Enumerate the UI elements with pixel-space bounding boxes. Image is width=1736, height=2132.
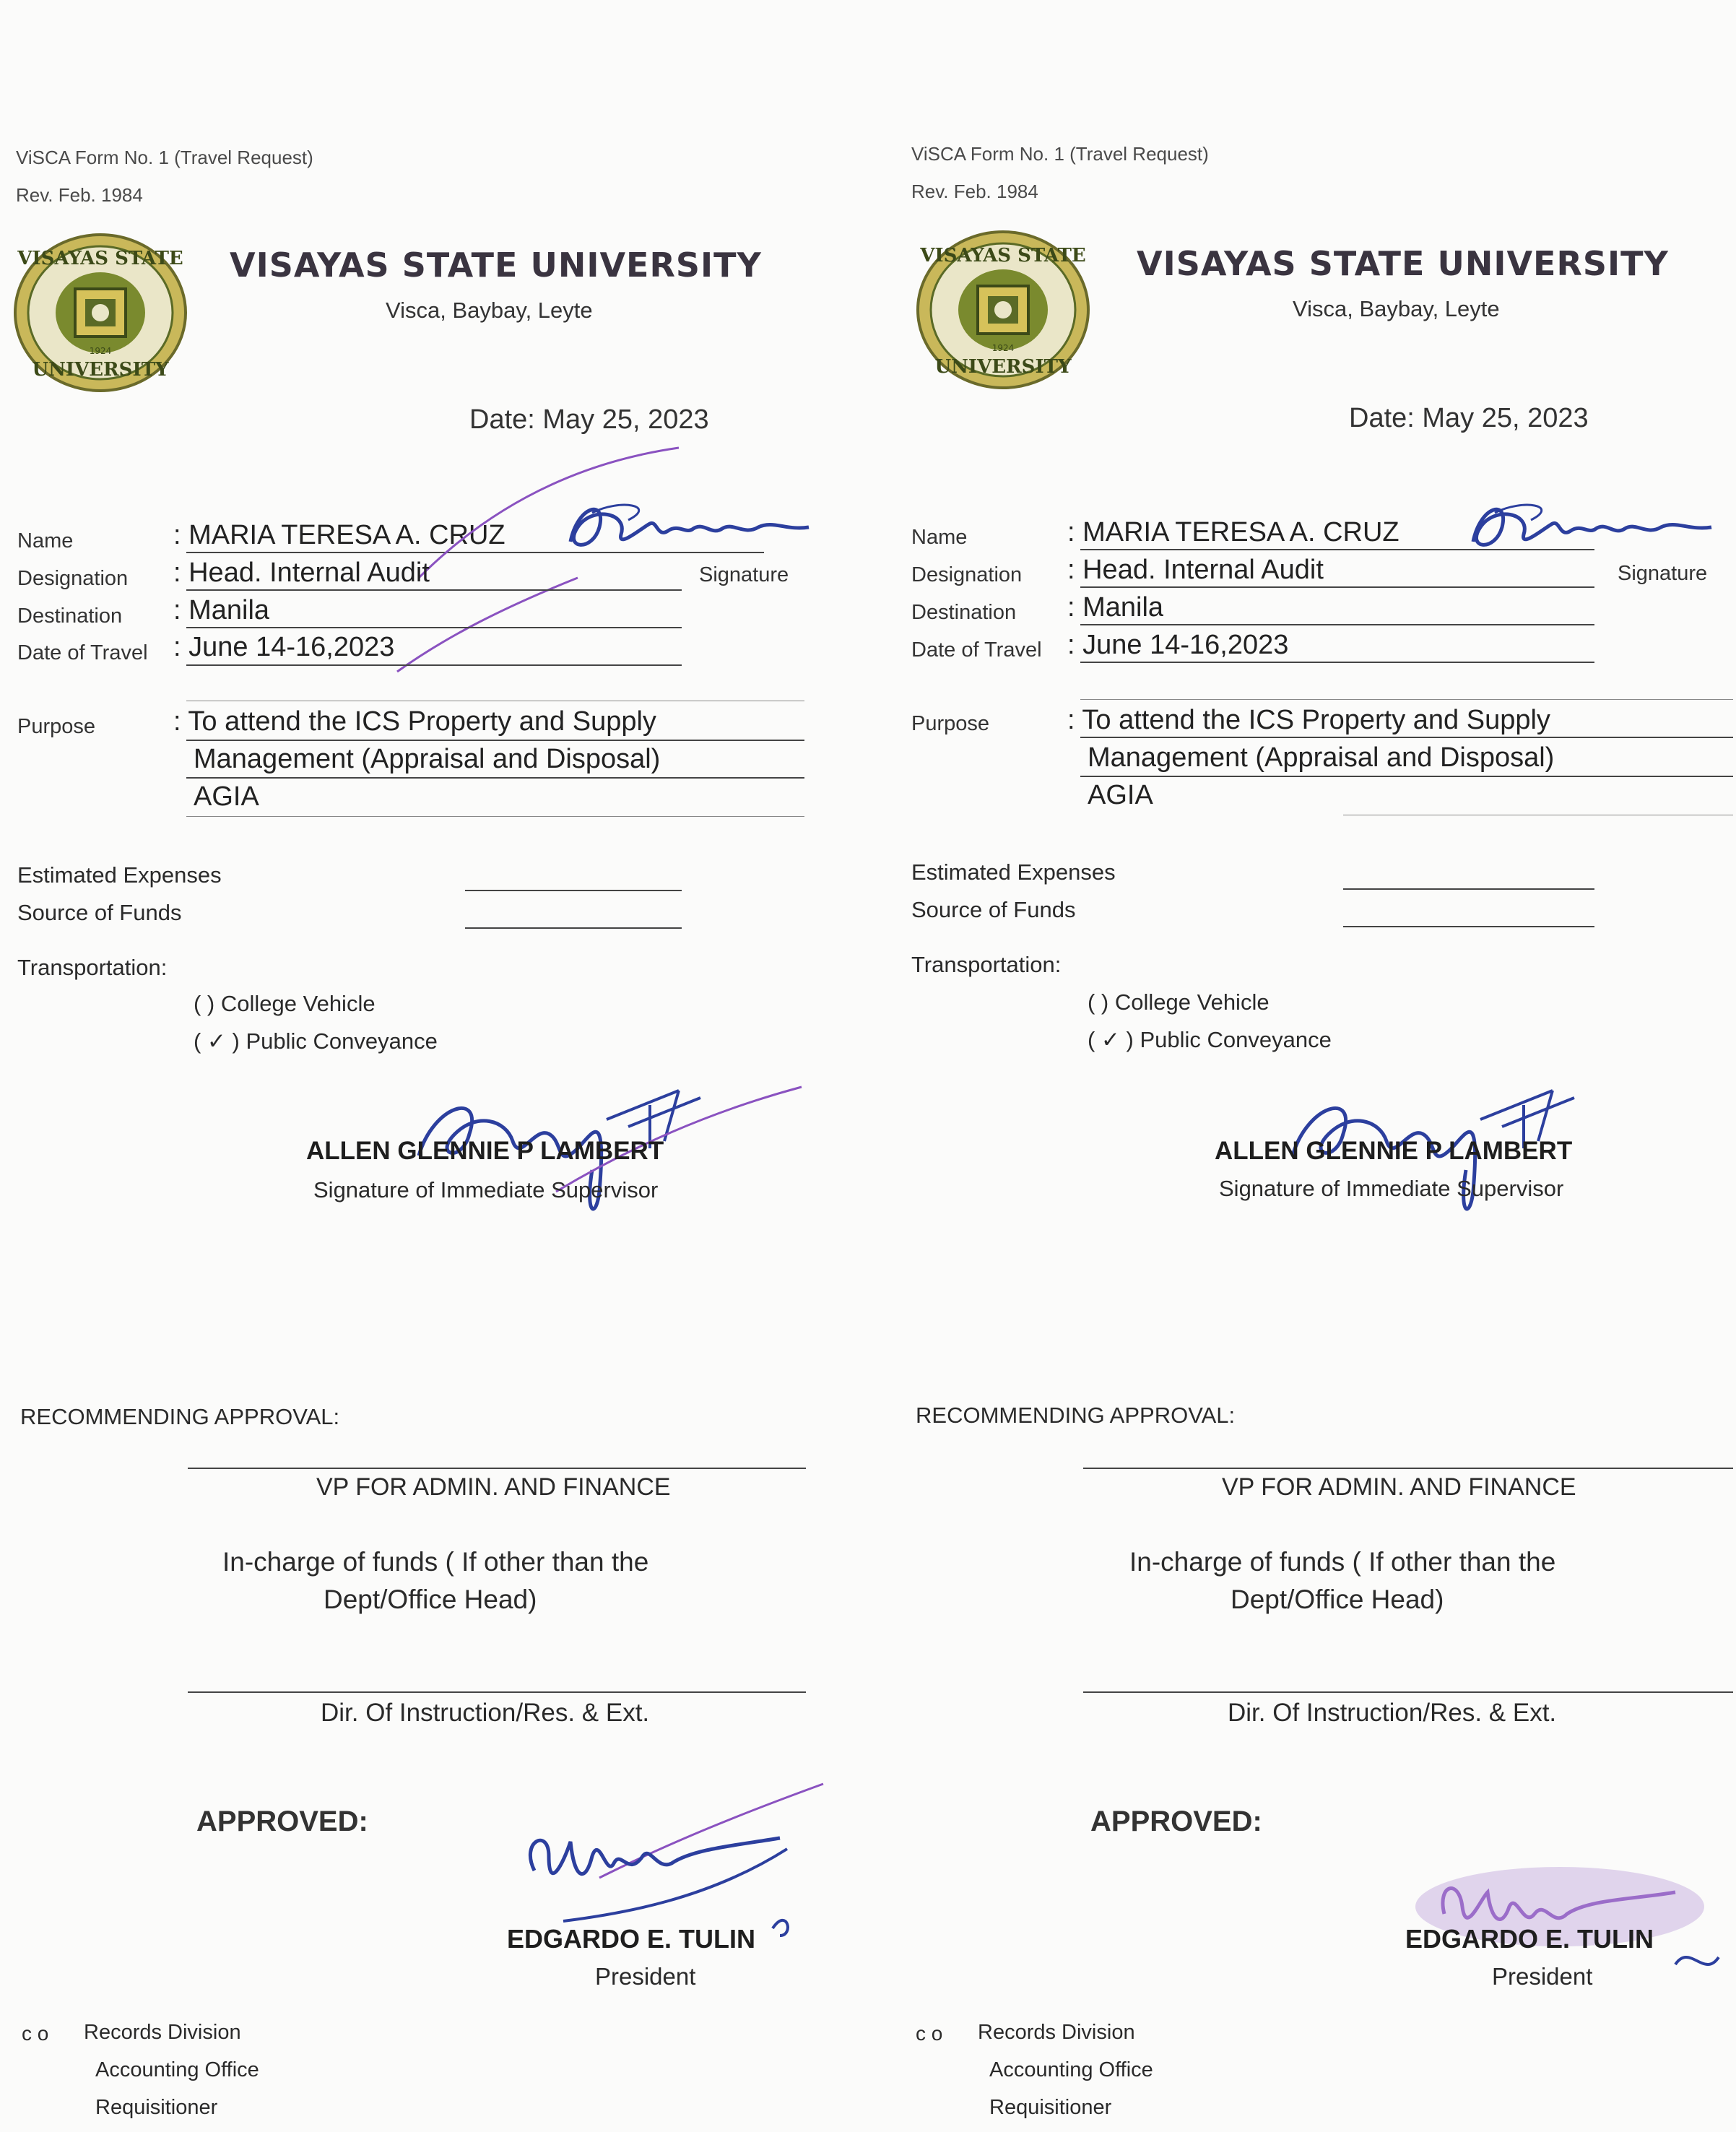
supervisor-name: ALLEN GLENNIE P LAMBERT [1215,1137,1573,1165]
form-number: ViSCA Form No. 1 (Travel Request) [911,143,1209,165]
purpose-line-3: AGIA [194,781,259,812]
college-vehicle-option: ( ) College Vehicle [194,991,376,1016]
funds-incharge-line-2: Dept/Office Head) [324,1585,537,1614]
purpose-underline-2 [186,777,804,779]
purpose-line-2: Management (Appraisal and Disposal) [1088,742,1555,773]
purpose-label: Purpose [911,712,990,735]
request-date: Date: May 25, 2023 [469,404,709,435]
destination-value: : Manila [173,595,270,625]
supervisor-name: ALLEN GLENNIE P LAMBERT [306,1137,664,1165]
purpose-line-2: Management (Appraisal and Disposal) [194,744,661,774]
destination-label: Destination [911,601,1017,624]
designation-label: Designation [911,563,1023,586]
form-revision: Rev. Feb. 1984 [911,181,1038,202]
seal-year: 1924 [991,343,1015,353]
date-of-travel-label: Date of Travel [17,641,148,664]
university-seal-logo [10,230,191,396]
president-title: President [595,1963,696,1990]
president-name: EDGARDO E. TULIN [1405,1924,1654,1954]
name-label: Name [911,526,968,549]
funds-incharge-line-2: Dept/Office Head) [1231,1585,1444,1614]
funds-incharge-line-1: In-charge of funds ( If other than the [1129,1547,1556,1577]
designation-underline [1080,586,1594,588]
purpose-underline-3 [186,816,804,817]
cc-accounting-office: Accounting Office [989,2058,1153,2081]
cc-prefix: c o [916,2022,943,2045]
cc-records-division: Records Division [84,2021,241,2044]
supervisor-caption: Signature of Immediate Supervisor [1219,1176,1564,1201]
date-of-travel-value: : June 14-16,2023 [1067,630,1289,660]
destination-value: : Manila [1067,592,1164,623]
cc-requisitioner: Requisitioner [989,2096,1112,2119]
recommending-approval-heading: RECOMMENDING APPROVAL: [916,1403,1236,1428]
seal-year: 1924 [89,346,112,356]
seal-text-bottom: UNIVERSITY [934,356,1072,378]
college-vehicle-option: ( ) College Vehicle [1088,989,1270,1015]
purpose-line-1: : To attend the ICS Property and Supply [173,706,656,737]
recommending-approval-heading: RECOMMENDING APPROVAL: [20,1404,340,1429]
designation-value: : Head. Internal Audit [1067,555,1324,585]
director-signature-line [1083,1691,1733,1693]
request-date: Date: May 25, 2023 [1349,403,1589,433]
cc-accounting-office: Accounting Office [95,2058,259,2081]
estimated-expenses-label: Estimated Expenses [17,862,222,888]
university-seal-logo [913,227,1093,393]
date-of-travel-label: Date of Travel [911,638,1042,662]
university-address: Visca, Baybay, Leyte [1293,296,1500,321]
destination-underline [186,627,682,628]
source-of-funds-line [465,927,682,929]
president-name: EDGARDO E. TULIN [507,1924,756,1954]
purple-pen-mark [390,441,693,686]
transportation-label: Transportation: [17,955,168,980]
purpose-line-1: : To attend the ICS Property and Supply [1067,705,1550,735]
university-address: Visca, Baybay, Leyte [386,298,593,323]
form-number: ViSCA Form No. 1 (Travel Request) [16,147,313,168]
estimated-expenses-line [1343,888,1594,890]
university-name: VISAYAS STATE UNIVERSITY [230,246,762,285]
supervisor-caption: Signature of Immediate Supervisor [313,1177,659,1202]
date-of-travel-underline [186,664,682,666]
purpose-underline-2 [1080,776,1733,777]
purpose-underline-1 [1080,737,1733,738]
estimated-expenses-line [465,890,682,891]
estimated-expenses-label: Estimated Expenses [911,859,1116,885]
approved-heading: APPROVED: [196,1806,368,1837]
purpose-topline [1080,699,1733,700]
vp-signature-line [1083,1468,1733,1469]
signature-label: Signature [1618,562,1708,585]
vp-admin-finance: VP FOR ADMIN. AND FINANCE [316,1473,671,1501]
seal-text-top: VISAYAS STATE [17,248,183,269]
form-revision: Rev. Feb. 1984 [16,184,143,206]
source-of-funds-label: Source of Funds [911,897,1076,922]
travel-request-copy-right [895,0,1736,2132]
designation-underline [186,589,682,591]
vp-signature-line [188,1468,806,1469]
purpose-line-3: AGIA [1088,780,1153,810]
seal-text-top: VISAYAS STATE [920,245,1086,266]
name-value: : MARIA TERESA A. CRUZ [1067,517,1399,547]
director-signature-line [188,1691,806,1693]
director-title: Dir. Of Instruction/Res. & Ext. [1228,1699,1557,1727]
source-of-funds-line [1343,926,1594,927]
seal-text-bottom: UNIVERSITY [32,359,169,381]
requester-signature [1451,484,1726,571]
designation-value: : Head. Internal Audit [173,558,430,588]
date-of-travel-underline [1080,662,1594,663]
director-title: Dir. Of Instruction/Res. & Ext. [321,1699,650,1727]
destination-underline [1080,624,1594,625]
signature-label: Signature [699,563,789,586]
university-name: VISAYAS STATE UNIVERSITY [1137,244,1669,283]
funds-incharge-line-1: In-charge of funds ( If other than the [222,1547,649,1577]
designation-label: Designation [17,567,129,590]
destination-label: Destination [17,604,123,628]
public-conveyance-option: ( ✓ ) Public Conveyance [194,1028,438,1054]
cc-records-division: Records Division [978,2021,1135,2044]
name-label: Name [17,529,74,552]
cc-prefix: c o [22,2022,49,2045]
name-value: : MARIA TERESA A. CRUZ [173,520,505,550]
date-of-travel-value: : June 14-16,2023 [173,632,395,662]
public-conveyance-option: ( ✓ ) Public Conveyance [1088,1027,1332,1052]
approved-heading: APPROVED: [1090,1806,1262,1837]
source-of-funds-label: Source of Funds [17,900,182,925]
transportation-label: Transportation: [911,952,1062,977]
president-title: President [1492,1963,1593,1990]
cc-requisitioner: Requisitioner [95,2096,218,2119]
purpose-label: Purpose [17,715,96,738]
vp-admin-finance: VP FOR ADMIN. AND FINANCE [1222,1473,1576,1501]
purpose-underline-1 [186,740,804,741]
